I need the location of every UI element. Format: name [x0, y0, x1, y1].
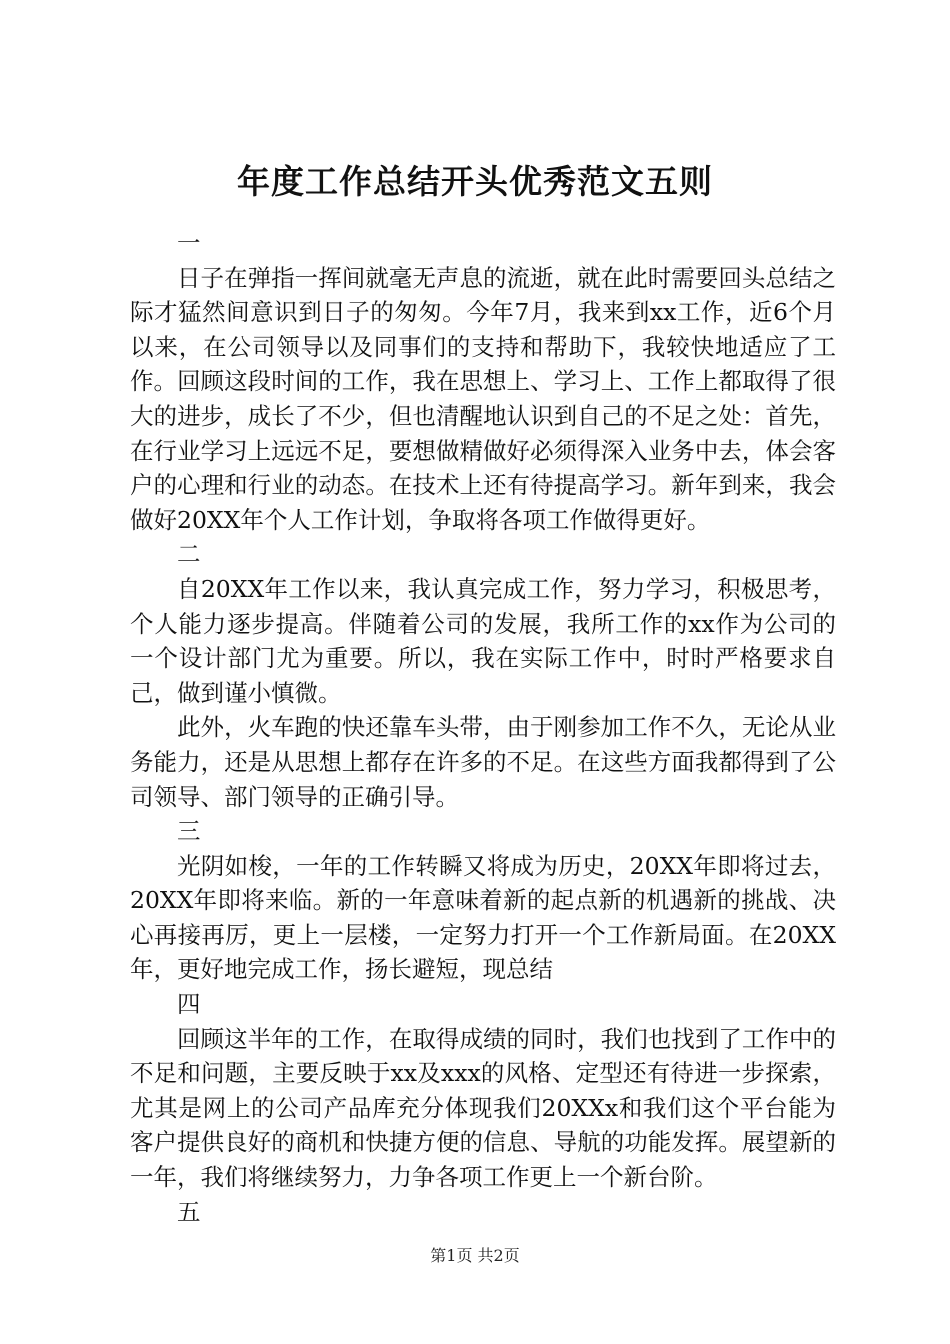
- section-4-paragraph-1: 回顾这半年的工作，在取得成绩的同时，我们也找到了工作中的不足和问题，主要反映于xx及xxx的风格、定型还有待进一步探索，尤其是网上的公司产品库充分体现我们20XXx和我们这个平台能为客户提供良好的商机和快捷方便的信息、导航的功能发挥。展望新的一年，我们将继续努力，力争各项工作更上一个新台阶。: [130, 1024, 836, 1192]
- section-heading-3: 三: [177, 817, 201, 846]
- section-heading-4: 四: [177, 990, 201, 1019]
- section-2-paragraph-2: 此外，火车跑的快还靠车头带，由于刚参加工作不久，无论从业务能力，还是从思想上都存在许多的不足。在这些方面我都得到了公司领导、部门领导的正确引导。: [130, 713, 836, 811]
- section-3-paragraph-1: 光阴如梭，一年的工作转瞬又将成为历史，20XX年即将过去，20XX年即将来临。新的一年意味着新的起点新的机遇新的挑战、决心再接再厉，更上一层楼，一定努力打开一个工作新局面。在20XX年，更好地完成工作，扬长避短，现总结: [130, 851, 836, 984]
- section-heading-5: 五: [177, 1197, 201, 1226]
- document-title: 年度工作总结开头优秀范文五则: [237, 162, 713, 201]
- section-heading-1: 一: [177, 229, 201, 257]
- section-2-paragraph-1: 自20XX年工作以来，我认真完成工作，努力学习，积极思考，个人能力逐步提高。伴随着公司的发展，我所工作的xx作为公司的一个设计部门尤为重要。所以，我在实际工作中，时时严格要求自己，做到谨小慎微。: [130, 574, 836, 707]
- page-footer: 第1页 共2页: [430, 1246, 520, 1265]
- document-body: [130, 226, 836, 1229]
- section-1-paragraph-1: 日子在弹指一挥间就毫无声息的流逝，就在此时需要回头总结之际才猛然间意识到日子的匆匆。今年7月，我来到xx工作，近6个月以来，在公司领导以及同事们的支持和帮助下，我较快地适应了工作。回顾这段时间的工作，我在思想上、学习上、工作上都取得了很大的进步，成长了不少，但也清醒地认识到自己的不足之处：首先，在行业学习上远远不足，要想做精做好必须得深入业务中去，体会客户的心理和行业的动态。在技术上还有待提高学习。新年到来，我会做好20XX年个人工作计划，争取将各项工作做得更好。: [130, 263, 836, 534]
- section-heading-2: 二: [177, 540, 201, 569]
